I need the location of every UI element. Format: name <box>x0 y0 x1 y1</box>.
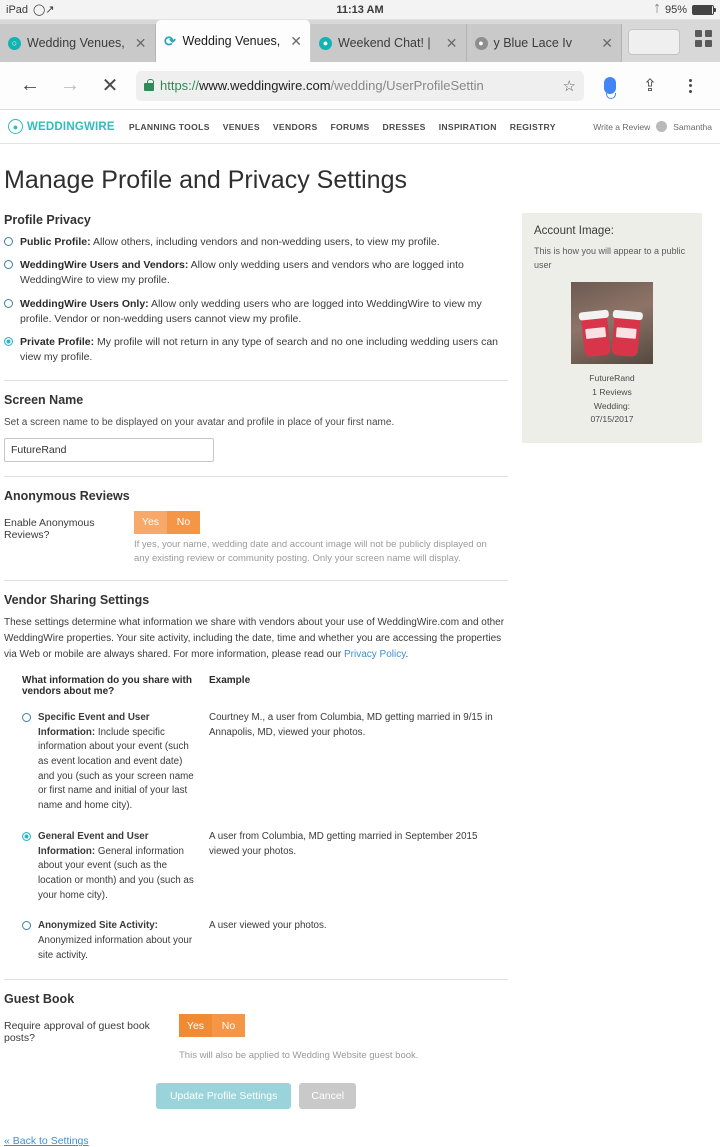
browser-tab-1[interactable] <box>0 24 156 62</box>
vendor-option-label: General Event and User Information: <box>38 830 149 857</box>
back-button[interactable] <box>10 66 50 106</box>
loading-spinner-icon: ⟳ <box>164 32 176 49</box>
privacy-option-label: WeddingWire Users Only: <box>20 297 149 310</box>
account-meta <box>534 372 690 427</box>
account-name: FutureRand <box>589 373 635 383</box>
voice-search-button[interactable] <box>590 66 630 106</box>
anonymous-reviews-no-button[interactable]: No <box>167 511 200 534</box>
write-review-link[interactable]: Write a Review <box>593 121 651 132</box>
screen-name-helper: Set a screen name to be displayed on your avatar and profile in place of your first name. <box>4 416 395 428</box>
vendor-option-text <box>38 830 199 903</box>
column-header-question: What information do you share with vendors about me? <box>22 675 192 698</box>
vendor-option-label: Specific Event and User Information: <box>38 712 150 738</box>
section-title-screen-name: Screen Name <box>4 392 84 407</box>
nav-item-venues[interactable]: VENUES <box>222 121 260 132</box>
ios-status-bar <box>0 0 720 20</box>
back-arrow-icon: ← <box>20 74 40 96</box>
account-photo[interactable] <box>571 282 653 364</box>
shop-icon: ● <box>475 37 488 50</box>
privacy-option-text <box>20 235 440 250</box>
user-name-label[interactable]: Samantha <box>673 121 712 132</box>
back-to-settings-link[interactable]: « Back to Settings <box>4 1135 89 1147</box>
url-path: /wedding/UserProfileSettin <box>330 78 484 93</box>
vendor-sharing-intro <box>4 615 508 663</box>
radio-icon[interactable] <box>22 713 31 722</box>
vendor-option-specific[interactable] <box>4 711 209 814</box>
section-title-vendor-sharing: Vendor Sharing Settings <box>4 593 150 608</box>
battery-percent-label: 95% <box>664 3 687 16</box>
account-reviews: 1 Reviews <box>592 386 632 397</box>
share-icon: ⇪ <box>642 75 658 95</box>
chat-icon: ● <box>319 37 332 50</box>
url-text <box>160 78 557 93</box>
cup-right-shape <box>611 315 640 357</box>
settings-column <box>0 213 508 1147</box>
radio-icon[interactable] <box>4 237 13 246</box>
vendor-sharing-intro-end: . <box>405 649 409 661</box>
vendor-option-text <box>38 711 199 814</box>
tab-overview-button[interactable] <box>686 20 720 62</box>
account-image-title: Account Image: <box>534 225 614 237</box>
privacy-option-label: WeddingWire Users and Vendors: <box>20 259 189 272</box>
privacy-option-text <box>20 258 508 288</box>
page-title: Manage Profile and Privacy Settings <box>4 166 407 194</box>
site-nav <box>129 122 556 132</box>
nav-item-planning-tools[interactable]: PLANNING TOOLS <box>128 121 210 132</box>
nav-item-inspiration[interactable]: INSPIRATION <box>438 121 497 132</box>
radio-icon[interactable] <box>4 337 13 346</box>
site-header <box>0 110 720 144</box>
page-body <box>0 144 720 1147</box>
privacy-option-desc: Allow others, including vendors and non-wedding users, to view my profile. <box>92 236 440 248</box>
privacy-option-text <box>20 335 508 365</box>
browser-tab-3[interactable] <box>311 24 467 62</box>
cup-left-shape <box>581 315 611 357</box>
nav-item-vendors[interactable]: VENDORS <box>272 121 318 132</box>
battery-icon <box>692 5 714 15</box>
guest-book-label: Require approval of guest book posts? <box>4 1020 150 1045</box>
vendor-option-example: A user viewed your photos. <box>209 920 327 932</box>
browser-tab-4[interactable] <box>467 24 623 62</box>
site-logo[interactable] <box>8 119 115 134</box>
guest-book-no-button[interactable]: No <box>212 1014 245 1037</box>
privacy-option-text <box>20 297 508 327</box>
nav-item-dresses[interactable]: DRESSES <box>382 121 426 132</box>
tab-grid-icon <box>695 30 712 47</box>
tab-strip <box>0 20 622 62</box>
privacy-option-label: Public Profile: <box>20 236 91 248</box>
vendor-option-cell <box>4 919 199 963</box>
user-avatar-icon[interactable] <box>656 121 667 132</box>
privacy-option-private[interactable] <box>4 335 508 365</box>
kebab-menu-icon <box>689 79 692 93</box>
section-title-profile-privacy: Profile Privacy <box>4 213 91 227</box>
divider <box>4 476 508 477</box>
stop-loading-button[interactable] <box>90 66 130 106</box>
privacy-option-users-only[interactable] <box>4 297 508 327</box>
update-profile-settings-button[interactable]: Update Profile Settings <box>156 1083 291 1109</box>
forward-button[interactable] <box>50 66 90 106</box>
action-buttons <box>4 1083 508 1109</box>
tab-title: y Blue Lace Iv <box>493 36 573 50</box>
radio-icon[interactable] <box>22 832 31 841</box>
divider <box>4 380 508 381</box>
privacy-policy-link[interactable]: Privacy Policy <box>343 649 406 661</box>
tab-title: Wedding Venues, <box>182 34 281 48</box>
wifi-icon: ◯↗ <box>33 4 55 16</box>
vendor-option-example: Courtney M., a user from Columbia, MD getting married in 9/15 in Annapolis, MD, viewed your photos. <box>209 712 493 738</box>
close-icon[interactable]: ✕ <box>601 34 613 51</box>
nav-item-registry[interactable]: REGISTRY <box>509 121 556 132</box>
vendor-option-desc: Anonymized information about your site activity. <box>38 934 193 961</box>
divider <box>4 979 508 980</box>
vendor-option-cell <box>4 830 199 903</box>
privacy-option-desc: Allow only wedding users and vendors who are logged into WeddingWire to view my profile. <box>20 259 464 287</box>
section-title-guest-book: Guest Book <box>4 992 75 1007</box>
site-logo-label: WEDDINGWIRE <box>27 120 115 133</box>
privacy-option-users-and-vendors[interactable] <box>4 258 508 288</box>
column-header-example: Example <box>209 675 251 687</box>
account-image-column <box>522 213 702 1147</box>
stop-x-icon: ✕ <box>101 75 119 97</box>
vendor-option-text <box>38 919 199 963</box>
vendor-option-cell <box>4 711 199 814</box>
forward-arrow-icon: → <box>60 74 80 96</box>
guest-book-yes-button[interactable]: Yes <box>179 1014 212 1037</box>
divider <box>4 580 508 581</box>
guest-book-note: This will also be applied to Wedding Website guest book. <box>179 1050 419 1062</box>
account-wedding-label: Wedding: <box>593 400 631 411</box>
vendor-option-label: Anonymized Site Activity: <box>38 920 158 932</box>
vendor-sharing-table-header <box>4 675 508 697</box>
section-title-anonymous-reviews: Anonymous Reviews <box>4 488 130 503</box>
tab-title: Weekend Chat! | <box>338 36 431 50</box>
guest-book-toggle[interactable] <box>179 1014 245 1037</box>
privacy-option-desc: My profile will not return in any type of search and no one including wedding users can view my profile. <box>20 336 499 364</box>
anonymous-reviews-label: Enable Anonymous Reviews? <box>4 516 95 541</box>
device-label: iPad <box>6 3 29 16</box>
browser-menu-button[interactable] <box>670 66 710 106</box>
anonymous-reviews-yes-button[interactable]: Yes <box>134 511 167 534</box>
star-icon[interactable]: ☆ <box>562 77 576 95</box>
browser-toolbar <box>0 62 720 110</box>
wedding-ring-icon: ○ <box>8 37 21 50</box>
vendor-option-anonymized[interactable] <box>4 919 209 963</box>
ring-logo-icon: ● <box>8 119 23 134</box>
tab-title: Wedding Venues, <box>27 36 125 50</box>
microphone-icon <box>604 77 616 94</box>
site-header-right <box>593 121 712 132</box>
vendor-option-example: A user from Columbia, MD getting married in September 2015 viewed your photos. <box>209 830 478 857</box>
vendor-sharing-table <box>4 675 508 963</box>
bluetooth-icon: ᛏ <box>653 4 660 15</box>
url-domain: www.weddingwire.com <box>199 78 331 93</box>
vendor-option-desc: Include specific information about your event (such as event location and event date) and you (such as your screen name or first name and initial of your last name and home city). <box>38 726 194 812</box>
address-bar[interactable] <box>136 71 584 101</box>
account-image-subtitle: This is how you will appear to a public user <box>534 246 686 270</box>
radio-icon[interactable] <box>4 260 13 269</box>
table-row[interactable] <box>4 830 508 903</box>
vendor-sharing-intro-text: These settings determine what information we share with vendors about your use of WeddingWire.com and other WeddingWire properties. Your site activity, including the date, time and whether you are accessing the properties via Web or mobile are always shared. For more information, please read our <box>4 617 505 661</box>
new-tab-placeholder[interactable] <box>628 29 680 55</box>
anonymous-reviews-note: If yes, your name, wedding date and account image will not be publicly displayed on any existing review or community posting. Only your screen name will display. <box>134 538 487 564</box>
lock-icon <box>144 83 154 91</box>
radio-icon[interactable] <box>4 299 13 308</box>
screen-name-input[interactable] <box>4 438 214 462</box>
table-row[interactable] <box>4 711 508 814</box>
share-button[interactable] <box>630 66 670 106</box>
close-icon[interactable]: ✕ <box>445 34 458 51</box>
radio-icon[interactable] <box>22 921 31 930</box>
nav-item-forums[interactable]: FORUMS <box>330 121 370 132</box>
browser-tab-bar <box>0 20 720 62</box>
guest-book-row <box>4 1014 508 1044</box>
account-image-card <box>522 213 702 443</box>
browser-tab-2-active[interactable] <box>156 20 312 62</box>
clock-label: 11:13 AM <box>336 3 384 16</box>
privacy-option-label: Private Profile: <box>20 336 95 349</box>
close-icon[interactable]: ✕ <box>134 34 147 51</box>
vendor-option-desc: General information about your event (such as the location or month) and you (such as your home city). <box>38 845 194 901</box>
url-scheme: https:// <box>160 78 200 93</box>
account-wedding-date: 07/15/2017 <box>590 414 634 425</box>
close-icon[interactable]: ✕ <box>290 32 302 49</box>
cancel-button[interactable]: Cancel <box>299 1083 356 1109</box>
table-row[interactable] <box>4 919 508 963</box>
vendor-option-general[interactable] <box>4 830 209 903</box>
anonymous-reviews-toggle[interactable] <box>134 511 494 534</box>
anonymous-reviews-row <box>4 511 508 567</box>
privacy-option-desc: Allow only wedding users who are logged into WeddingWire to view my profile. Vendor or non-wedding users cannot view my profile. <box>20 297 482 325</box>
privacy-option-public[interactable] <box>4 235 508 250</box>
